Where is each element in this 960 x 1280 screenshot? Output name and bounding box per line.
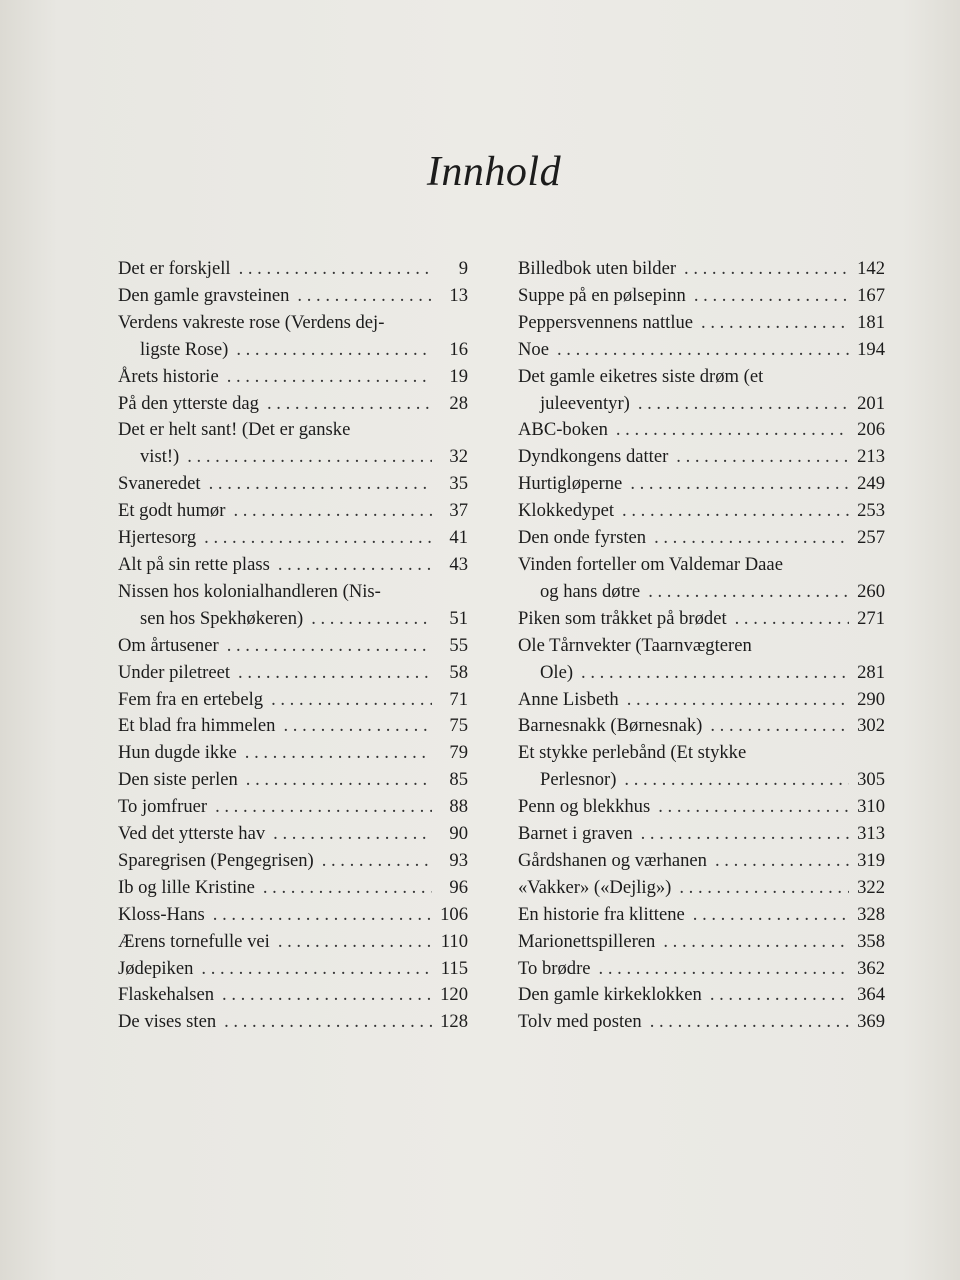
toc-entry xyxy=(518,552,885,606)
toc-entry-line xyxy=(518,767,885,794)
toc-entry-line xyxy=(118,902,468,929)
toc-entry xyxy=(518,982,885,1009)
toc-entry-page-number: 43 xyxy=(449,553,468,575)
toc-entry-page-number: 194 xyxy=(857,338,885,360)
toc-entry-title: Den siste perlen xyxy=(118,769,238,791)
toc-entry-line xyxy=(118,633,468,660)
toc-entry-page-number: 305 xyxy=(857,769,885,791)
toc-entry-line xyxy=(518,444,885,471)
toc-entry xyxy=(118,552,468,579)
leader-dots xyxy=(215,794,432,821)
toc-entry-title: Ved det ytterste hav xyxy=(118,823,266,845)
toc-entry-page-number: 9 xyxy=(458,258,468,279)
toc-entry-title-line: Ole Tårnvekter (Taarnvægteren xyxy=(518,634,752,656)
toc-entry-line xyxy=(518,606,885,633)
toc-entry xyxy=(518,794,885,821)
toc-entry-line xyxy=(118,525,468,552)
toc-entry xyxy=(118,471,468,498)
toc-entry-title-continuation: sen hos Spekhøkeren) xyxy=(140,607,304,629)
toc-entry-title: Jødepiken xyxy=(118,957,194,979)
toc-entry xyxy=(118,391,468,418)
toc-entry-line xyxy=(518,337,885,364)
toc-entry-line xyxy=(118,1009,468,1036)
toc-entry xyxy=(118,283,468,310)
toc-entry-title: Alt på sin rette plass xyxy=(118,553,270,575)
toc-entry xyxy=(518,444,885,471)
toc-entry xyxy=(118,875,468,902)
leader-dots xyxy=(278,929,432,956)
toc-entry xyxy=(118,794,468,821)
toc-entry-title: Marionettspilleren xyxy=(518,930,656,952)
toc-entry xyxy=(118,740,468,767)
toc-entry xyxy=(118,956,468,983)
toc-entry-title-line: Nissen hos kolonialhandleren (Nis- xyxy=(118,580,381,602)
toc-entry-title-continuation: vist!) xyxy=(140,446,180,468)
leader-dots xyxy=(693,902,849,929)
toc-entry-page-number: 302 xyxy=(857,715,885,737)
toc-entry-title: Penn og blekkhus xyxy=(518,796,651,818)
leader-dots xyxy=(581,660,849,687)
toc-entry-page-number: 71 xyxy=(449,688,468,710)
leader-dots xyxy=(701,310,849,337)
leader-dots xyxy=(630,471,849,498)
toc-entry-title: Det er forskjell xyxy=(118,258,231,279)
toc-entry-line xyxy=(518,660,885,687)
toc-entry-page-number: 28 xyxy=(449,392,468,414)
toc-entry xyxy=(118,310,468,364)
toc-entry xyxy=(118,848,468,875)
toc-entry-line xyxy=(518,579,885,606)
toc-entry-page-number: 260 xyxy=(857,580,885,602)
toc-entry-line xyxy=(518,283,885,310)
toc-entry-line xyxy=(518,875,885,902)
toc-entry xyxy=(118,498,468,525)
leader-dots xyxy=(322,848,432,875)
leader-dots xyxy=(236,337,432,364)
toc-entry-line xyxy=(118,552,468,579)
toc-entry-title: Ærens tornefulle vei xyxy=(118,930,270,952)
toc-entry-title: Et blad fra himmelen xyxy=(118,715,276,737)
toc-entry-title: Noe xyxy=(518,338,549,360)
leader-dots xyxy=(663,929,849,956)
toc-entry-title: Tolv med posten xyxy=(518,1011,642,1033)
toc-entry-title-continuation: Ole) xyxy=(540,661,574,683)
toc-entry-title: Hun dugde ikke xyxy=(118,742,237,764)
toc-entry-line xyxy=(518,821,885,848)
toc-entry-line xyxy=(518,982,885,1009)
leader-dots xyxy=(715,848,849,875)
toc-entry-page-number: 328 xyxy=(857,903,885,925)
leader-dots xyxy=(213,902,432,929)
toc-entry-title: Hurtigløperne xyxy=(518,473,623,495)
leader-dots xyxy=(209,471,432,498)
leader-dots xyxy=(283,713,432,740)
toc-entry xyxy=(518,848,885,875)
toc-entry-title: Dyndkongens datter xyxy=(518,446,669,468)
leader-dots xyxy=(245,740,432,767)
toc-entry xyxy=(118,687,468,714)
toc-entry-title-continuation: og hans døtre xyxy=(540,580,641,602)
toc-entry-page-number: 290 xyxy=(857,688,885,710)
toc-entry-page-number: 32 xyxy=(449,446,468,468)
toc-entry xyxy=(118,660,468,687)
leader-dots xyxy=(239,256,432,283)
toc-entry-page-number: 128 xyxy=(440,1011,468,1033)
toc-entry-title: Ib og lille Kristine xyxy=(118,876,255,898)
toc-entry xyxy=(518,687,885,714)
toc-entry-page-number: 90 xyxy=(449,823,468,845)
toc-entry-title-line: Det er helt sant! (Det er ganske xyxy=(118,419,351,441)
toc-entry-line xyxy=(118,471,468,498)
leader-dots xyxy=(676,444,849,471)
toc-entry xyxy=(518,310,885,337)
toc-entry-title-line: Et stykke perlebånd (Et stykke xyxy=(518,742,747,764)
toc-entry-page-number: 110 xyxy=(440,930,468,952)
toc-entry xyxy=(518,902,885,929)
toc-entry-line xyxy=(118,848,468,875)
toc-entry-line xyxy=(118,364,468,391)
toc-entry-title: Fem fra en ertebelg xyxy=(118,688,264,710)
toc-entry-title: Flaskehalsen xyxy=(118,984,215,1006)
toc-entry-line xyxy=(118,956,468,983)
toc-entry-line xyxy=(118,740,468,767)
toc-entry xyxy=(518,929,885,956)
toc-entry-title: Barnet i graven xyxy=(518,823,633,845)
toc-entry-line xyxy=(518,391,885,418)
toc-entry-line xyxy=(118,767,468,794)
toc-entry-title: Gårdshanen og værhanen xyxy=(518,849,707,871)
toc-entry xyxy=(118,633,468,660)
leader-dots xyxy=(710,713,849,740)
leader-dots xyxy=(278,552,432,579)
toc-entry-title: Sparegrisen (Pengegrisen) xyxy=(118,849,314,871)
toc-entry xyxy=(518,956,885,983)
toc-entry xyxy=(518,498,885,525)
toc-entry-line xyxy=(518,1009,885,1036)
leader-dots xyxy=(204,525,432,552)
toc-entry-title-continuation: juleeventyr) xyxy=(540,392,630,414)
toc-entry-page-number: 13 xyxy=(449,284,468,306)
leader-dots xyxy=(267,391,432,418)
toc-entry-line xyxy=(118,875,468,902)
toc-entry-page-number: 362 xyxy=(857,957,885,979)
toc-entry xyxy=(118,579,468,633)
toc-entry-page-number: 369 xyxy=(857,1011,885,1033)
toc-entry-title: Hjertesorg xyxy=(118,527,197,549)
toc-entry xyxy=(518,364,885,418)
toc-entry-page-number: 41 xyxy=(449,527,468,549)
toc-entry-title: Den gamle gravsteinen xyxy=(118,284,290,306)
toc-entry xyxy=(118,767,468,794)
leader-dots xyxy=(311,606,432,633)
toc-entry-page-number: 181 xyxy=(857,311,885,333)
toc-entry-line xyxy=(118,794,468,821)
toc-entry xyxy=(518,606,885,633)
toc-entry-title: Svaneredet xyxy=(118,473,201,495)
toc-entry-page-number: 281 xyxy=(857,661,885,683)
toc-entry-page-number: 55 xyxy=(449,634,468,656)
toc-entry-page-number: 37 xyxy=(449,500,468,522)
toc-entry xyxy=(118,364,468,391)
leader-dots xyxy=(201,956,432,983)
toc-entry-title: ABC-boken xyxy=(518,419,608,441)
leader-dots xyxy=(650,1009,849,1036)
toc-entry-line xyxy=(518,929,885,956)
toc-entry xyxy=(518,713,885,740)
toc-entry-page-number: 106 xyxy=(440,903,468,925)
toc-left-column xyxy=(118,256,468,1036)
toc-entry-line xyxy=(118,687,468,714)
toc-entry-line xyxy=(518,471,885,498)
leader-dots xyxy=(616,417,849,444)
toc-entry-page-number: 16 xyxy=(449,338,468,360)
leader-dots xyxy=(187,444,432,471)
leader-dots xyxy=(263,875,432,902)
toc-entry-title: Under piletreet xyxy=(118,661,231,683)
toc-entry-line xyxy=(518,310,885,337)
toc-entry-line xyxy=(118,929,468,956)
toc-entry-page-number: 319 xyxy=(857,849,885,871)
toc-entry-page-number: 253 xyxy=(857,500,885,522)
toc-entry xyxy=(518,1009,885,1036)
toc-entry xyxy=(118,1009,468,1036)
leader-dots xyxy=(273,821,432,848)
toc-entry-page-number: 35 xyxy=(449,473,468,495)
toc-entry-line xyxy=(518,902,885,929)
toc-entry-page-number: 310 xyxy=(857,796,885,818)
leader-dots xyxy=(297,283,432,310)
toc-entry-page-number: 249 xyxy=(857,473,885,495)
toc-entry-page-number: 142 xyxy=(857,258,885,279)
toc-entry-page-number: 120 xyxy=(440,984,468,1006)
toc-entry-page-number: 313 xyxy=(857,823,885,845)
toc-entry-title: «Vakker» («Dejlig») xyxy=(518,876,672,898)
toc-entry xyxy=(518,417,885,444)
leader-dots xyxy=(557,337,849,364)
toc-entry-title: Den onde fyrsten xyxy=(518,527,647,549)
toc-entry xyxy=(118,713,468,740)
leader-dots xyxy=(627,687,849,714)
leader-dots xyxy=(246,767,432,794)
toc-entry-page-number: 75 xyxy=(449,715,468,737)
toc-entry-line xyxy=(118,283,468,310)
toc-entry-line xyxy=(518,525,885,552)
toc-entry-page-number: 96 xyxy=(449,876,468,898)
toc-entry xyxy=(118,525,468,552)
toc-entry-line xyxy=(518,956,885,983)
toc-entry xyxy=(118,982,468,1009)
toc-entry-line xyxy=(118,821,468,848)
toc-entry-page-number: 364 xyxy=(857,984,885,1006)
leader-dots xyxy=(735,606,849,633)
toc-entry xyxy=(118,929,468,956)
toc-entry-line xyxy=(118,498,468,525)
toc-entry-title: Årets historie xyxy=(118,365,219,387)
toc-entry-line xyxy=(118,391,468,418)
leader-dots xyxy=(710,982,849,1009)
toc-entry-title-line: Vinden forteller om Valdemar Daae xyxy=(518,553,783,575)
toc-entry-line xyxy=(518,848,885,875)
toc-entry-line xyxy=(118,713,468,740)
toc-entry-title: Barnesnakk (Børnesnak) xyxy=(518,715,703,737)
toc-entry-line xyxy=(518,794,885,821)
leader-dots xyxy=(599,956,849,983)
toc-entry-title: To jomfruer xyxy=(118,796,208,818)
toc-entry-page-number: 93 xyxy=(449,849,468,871)
toc-entry-page-number: 115 xyxy=(440,957,468,979)
page-title: Innhold xyxy=(426,149,562,195)
toc-entry-page-number: 88 xyxy=(449,796,468,818)
leader-dots xyxy=(654,525,849,552)
toc-entry-page-number: 51 xyxy=(449,607,468,629)
toc-entry-title: Et godt humør xyxy=(118,500,226,522)
leader-dots xyxy=(233,498,432,525)
toc-entry xyxy=(518,633,885,687)
toc-entry-line xyxy=(518,417,885,444)
toc-entry-title: De vises sten xyxy=(118,1011,217,1033)
toc-entry xyxy=(518,875,885,902)
toc-entry-title-line: Det gamle eiketres siste drøm (et xyxy=(518,365,764,387)
toc-entry-title-continuation: ligste Rose) xyxy=(140,338,229,360)
toc-entry-title: Den gamle kirkeklokken xyxy=(518,984,702,1006)
toc-entry-title: Peppersvennens nattlue xyxy=(518,311,694,333)
toc-entry-title: En historie fra klittene xyxy=(518,903,685,925)
toc-entry-page-number: 58 xyxy=(449,661,468,683)
leader-dots xyxy=(271,687,432,714)
toc-entry-title: På den ytterste dag xyxy=(118,392,259,414)
toc-entry-page-number: 257 xyxy=(857,527,885,549)
toc-entry-page-number: 206 xyxy=(857,419,885,441)
toc-entry xyxy=(518,740,885,794)
toc-entry xyxy=(518,283,885,310)
toc-entry-line xyxy=(118,444,468,471)
toc-entry-title: Billedbok uten bilder xyxy=(518,258,677,279)
toc-right-column xyxy=(518,256,885,1036)
toc-entry-title: Om årtusener xyxy=(118,634,219,656)
toc-entry xyxy=(518,821,885,848)
leader-dots xyxy=(622,498,849,525)
toc-entry-line xyxy=(518,256,885,283)
leader-dots xyxy=(679,875,849,902)
toc-entry-title: Piken som tråkket på brødet xyxy=(518,607,727,629)
toc-entry-page-number: 358 xyxy=(857,930,885,952)
leader-dots xyxy=(658,794,849,821)
toc-entry xyxy=(118,902,468,929)
toc-entry-title: Kloss-Hans xyxy=(118,903,205,925)
toc-entry xyxy=(118,821,468,848)
leader-dots xyxy=(238,660,432,687)
leader-dots xyxy=(694,283,849,310)
toc-entry-title: To brødre xyxy=(518,957,591,979)
toc-entry xyxy=(518,337,885,364)
toc-entry-title-continuation: Perlesnor) xyxy=(540,769,617,791)
toc-entry-page-number: 167 xyxy=(857,284,885,306)
toc-entry-page-number: 201 xyxy=(857,392,885,414)
toc-entry-title: Klokkedypet xyxy=(518,500,615,522)
leader-dots xyxy=(224,1009,432,1036)
toc-entry-title: Suppe på en pølsepinn xyxy=(518,284,686,306)
toc-entry-line xyxy=(118,660,468,687)
leader-dots xyxy=(648,579,849,606)
toc-entry xyxy=(518,471,885,498)
leader-dots xyxy=(684,256,849,283)
toc-entry-page-number: 271 xyxy=(857,607,885,629)
toc-entry-line xyxy=(118,982,468,1009)
toc-entry-title-line: Verdens vakreste rose (Verdens dej- xyxy=(118,311,385,333)
leader-dots xyxy=(641,821,849,848)
leader-dots xyxy=(222,982,432,1009)
toc-entry-line xyxy=(518,687,885,714)
toc-entry xyxy=(118,417,468,471)
toc-entry xyxy=(118,256,468,283)
toc-entry-line xyxy=(118,606,468,633)
leader-dots xyxy=(227,633,432,660)
toc-entry-title: Anne Lisbeth xyxy=(518,688,619,710)
toc-entry-line xyxy=(518,713,885,740)
toc-entry xyxy=(518,256,885,283)
toc-entry-line xyxy=(118,256,468,283)
toc-entry-page-number: 85 xyxy=(449,769,468,791)
toc-entry-page-number: 19 xyxy=(449,365,468,387)
leader-dots xyxy=(624,767,849,794)
toc-entry-line xyxy=(118,337,468,364)
toc-entry-line xyxy=(518,498,885,525)
toc-entry-page-number: 322 xyxy=(857,876,885,898)
toc-entry xyxy=(518,525,885,552)
leader-dots xyxy=(638,391,849,418)
toc-entry-page-number: 79 xyxy=(449,742,468,764)
leader-dots xyxy=(227,364,432,391)
toc-entry-page-number: 213 xyxy=(857,446,885,468)
